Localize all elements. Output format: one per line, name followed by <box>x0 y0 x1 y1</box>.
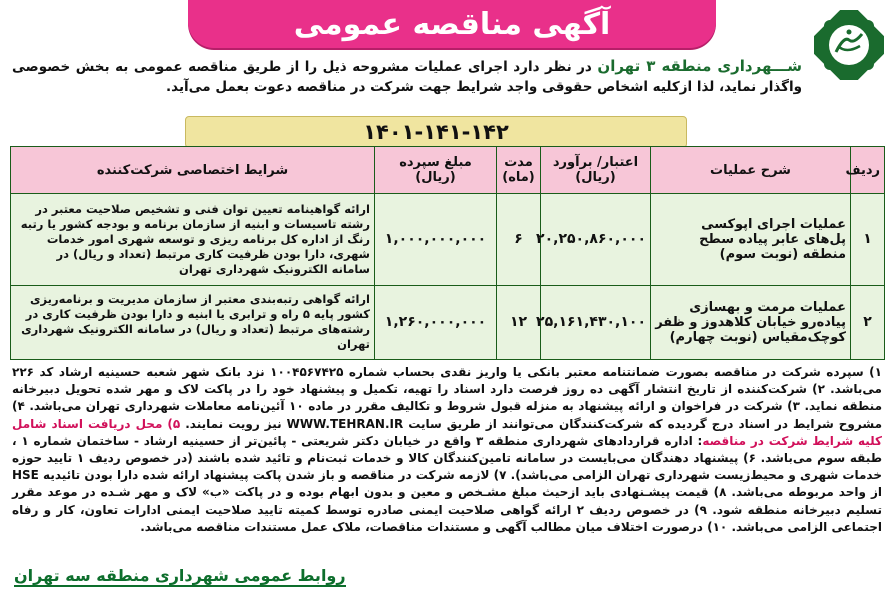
website-link[interactable]: WWW.TEHRAN.IR <box>286 416 404 431</box>
row-duration: ۱۲ <box>497 285 541 359</box>
organization-name: شـــهرداری منطقه ۳ تهران <box>597 57 802 75</box>
note-3: ۳) شرکت در فراخوان و ارائه پیشنهاد به منزله قبول شروط و تکالیف مقرر در ماده ۱۰ آئین‌نامه معاملات شهرداری تهران می‌باشد. <box>29 399 800 414</box>
public-relations-footer <box>14 566 414 587</box>
notice-title: آگهی مناقصه عمومی <box>188 0 716 48</box>
note-9: ۹) در خصوص ردیف ۲ ارائه گواهی صلاحیت ایمنی صادره توسط کمیته تایید صلاحیت ایمنی ادارات تعاون، کار و رفاه اجتماعی الزامی می‌باشد. <box>12 502 882 534</box>
row-number: ۱ <box>851 194 885 286</box>
row-budget: ۲۰,۲۵۰,۸۶۰,۰۰۰ <box>541 194 651 286</box>
note-10: ۱۰) درصورت اختلاف میان مطالب آگهی و مستندات مناقصات، ملاک عمل مستندات مناقصه می‌باشد. <box>140 519 728 534</box>
intro-paragraph <box>12 56 802 97</box>
header-duration: مدت (ماه) <box>497 147 541 194</box>
row-duration: ۶ <box>497 194 541 286</box>
row-description: عملیات اجرای اپوکسی پل‌های عابر پیاده سطح منطقه (نوبت سوم) <box>651 194 851 286</box>
note-4-prefix: ۴) مشروح شرایط در اسناد درج گردیده که شرکت‌کنندگان می‌توانند از طریق سایت <box>12 399 883 431</box>
header-description: شرح عملیات <box>651 147 851 194</box>
note-4-suffix: نیز رویت نمایند. <box>185 416 287 431</box>
table-row <box>11 285 885 359</box>
header-deposit: مبلغ سپرده (ریال) <box>375 147 497 194</box>
header-conditions: شرایط اختصاصی شرکت‌کننده <box>11 147 375 194</box>
note-5-body: : اداره قراردادهای شهرداری منطقه ۳ واقع در خیابان دکتر شریعتی - پائین‌تر از حسینیه ارشاد - ساختمان شماره ۱ ، طبقه سوم می‌باشد. <box>12 433 882 466</box>
row-budget: ۲۵,۱۶۱,۴۳۰,۱۰۰ <box>541 285 651 359</box>
row-conditions: ارائه گواهینامه تعیین توان فنی و تشخیص صلاحیت معتبر در رشته تاسیسات و ابنیه از سازمان برنامه و بودجه کشور یا رتبه رنگ از اداره کل برنامه ریزی و توسعه شهری امور خدمات شهری، دارا بودن ظرفیت کاری مرتبط (تعداد و ریال) در سامانه الکترونیک شهرداری تهران <box>11 194 375 286</box>
note-6: ۶) پیشنهاد دهندگان می‌بایست در سامانه تامین‌کنندگان کالا و خدمات ثبت‌نام و تائید شده باشند (در خصوص ردیف ۱ تایید حوزه خدمات شهری و محیط‌زیست شهرداری تهران الزامی می‌باشد). <box>12 451 882 483</box>
note-5-heading: ۵) محل دریافت اسناد شامل کلیه شرایط شرکت در مناقصه <box>12 416 882 448</box>
note-8: ۸) قیمت پیشـنهادی باید ازحیث مبلغ مشـخص و معین و بدون ابهام بوده و در پاکت «ب» لاک و مهر شـده در موعد مقرر تسلیم دبیرخانه منطقه شود. <box>12 485 883 517</box>
footer-text: روابط عمومی شهرداری منطقه سه تهران <box>14 566 346 585</box>
tender-number: ۱۴۰۱-۱۴۱-۱۴۲ <box>185 116 687 148</box>
note-2: ۲) شرکت‌کننده از تاریخ انتشار آگهی ده روز فرصت دارد اسناد را تهیه، تکمیل و پیشنهاد خود را در پاکت لاک و مهر شده تحویل دبیرخانه منطقه نماید. <box>12 382 882 414</box>
notes-section <box>12 364 882 536</box>
row-description: عملیات مرمت و بهسازی پیاده‌رو خیابان کلاهدوز و ظفر کوچک‌مقیاس (نوبت چهارم) <box>651 285 851 359</box>
row-number: ۲ <box>851 285 885 359</box>
header-row-number: ردیف <box>851 147 885 194</box>
note-7: ۷) لازمه شرکت در مناقصه و باز شدن پاکت پیشنهاد ارائه شده دارا بودن تائیدیه HSE از واحد مربوطه می‌باشد. <box>11 468 882 500</box>
row-conditions: ارائه گواهی رتبه‌بندی معتبر از سازمان مدیریت و برنامه‌ریزی کشور پایه ۵ راه و ترابری یا ابنیه و دارا بودن ظرفیت کاری در رشته‌های مرتبط (تعداد و ریال) در سامانه الکترونیک شهرداری تهران <box>11 285 375 359</box>
table-header-row <box>11 147 885 194</box>
header-budget: اعتبار/ برآورد (ریال) <box>541 147 651 194</box>
row-deposit: ۱,۲۶۰,۰۰۰,۰۰۰ <box>375 285 497 359</box>
row-deposit: ۱,۰۰۰,۰۰۰,۰۰۰ <box>375 194 497 286</box>
table-row <box>11 194 885 286</box>
tehran-municipality-logo-icon <box>812 8 886 82</box>
intro-text: در نظر دارد اجرای عملیات مشروحه ذیل را از طریق مناقصه عمومی به بخش خصوصی واگذار نماید، لذا ازکلیه اشخاص حقوقی واجد شرایط جهت شرکت در مناقصه دعوت بعمل می‌آید. <box>12 59 802 95</box>
tender-table <box>10 146 885 360</box>
note-1: ۱) سپرده شرکت در مناقصه بصورت ضمانتنامه معتبر بانکی یا واریز نقدی بحساب شماره ۱۰۰۴۵۶۷۴۲۵ نزد بانک شهر شعبه حسینیه ارشاد کد ۲۲۶ می‌باشد. <box>12 365 882 397</box>
